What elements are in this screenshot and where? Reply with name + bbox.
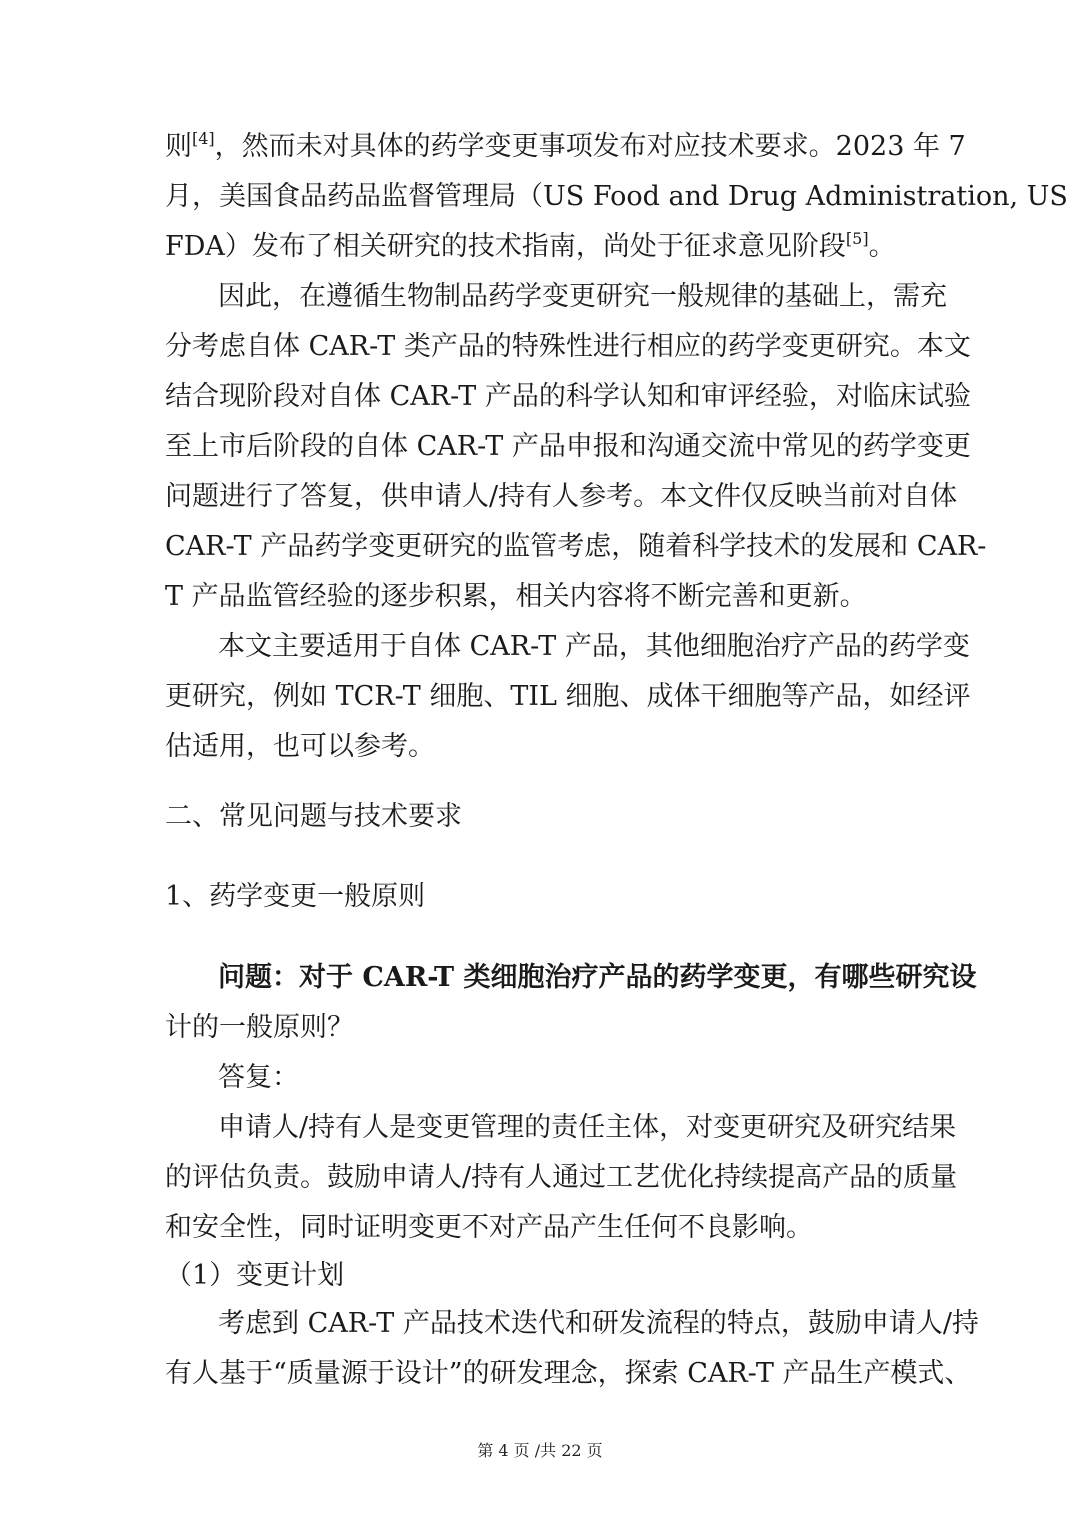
- subsection-heading: 1、药学变更一般原则: [165, 881, 426, 912]
- paragraph-line: 有人基于“质量源于设计”的研发理念，探索 CAR-T 产品生产模式、: [165, 1358, 972, 1389]
- paragraph-line: 分考虑自体 CAR-T 类产品的特殊性进行相应的药学变更研究。本文: [165, 331, 971, 362]
- item-heading: （1）变更计划: [165, 1260, 345, 1291]
- paragraph-line: 申请人/持有人是变更管理的责任主体，对变更研究及研究结果: [218, 1112, 957, 1143]
- paragraph-line: 因此，在遵循生物制品药学变更研究一般规律的基础上，需充: [218, 281, 947, 312]
- paragraph-line: FDA）发布了相关研究的技术指南，尚处于征求意见阶段[5]。: [165, 229, 896, 262]
- paragraph-line: 月，美国食品药品监督管理局（US Food and Drug Administration, US: [165, 181, 1068, 212]
- paragraph-line: 更研究，例如 TCR-T 细胞、TIL 细胞、成体干细胞等产品，如经评: [165, 681, 971, 712]
- question-line: 问题：对于 CAR-T 类细胞治疗产品的药学变更，有哪些研究设: [218, 962, 977, 993]
- paragraph-line: T 产品监管经验的逐步积累，相关内容将不断完善和更新。: [165, 581, 867, 612]
- citation-ref: [4]: [192, 129, 215, 148]
- paragraph-line: 至上市后阶段的自体 CAR-T 产品申报和沟通交流中常见的药学变更: [165, 431, 971, 462]
- paragraph-line: 考虑到 CAR-T 产品技术迭代和研发流程的特点，鼓励申请人/持: [218, 1308, 979, 1339]
- section-heading: 二、常见问题与技术要求: [165, 801, 462, 832]
- paragraph-line: 估适用，也可以参考。: [165, 731, 435, 762]
- page-number: 第 4 页 /共 22 页: [477, 1441, 603, 1460]
- citation-ref: [5]: [845, 229, 869, 248]
- paragraph-line: 的评估负责。鼓励申请人/持有人通过工艺优化持续提高产品的质量: [165, 1162, 958, 1193]
- paragraph-line: 结合现阶段对自体 CAR-T 产品的科学认知和审评经验，对临床试验: [165, 381, 971, 412]
- paragraph-line: CAR-T 产品药学变更研究的监管考虑，随着科学技术的发展和 CAR-: [165, 531, 987, 562]
- paragraph-line: 则[4]，然而未对具体的药学变更事项发布对应技术要求。2023 年 7: [165, 129, 966, 162]
- paragraph-line: 问题进行了答复，供申请人/持有人参考。本文件仅反映当前对自体: [165, 481, 958, 512]
- question-line: 计的一般原则？: [165, 1012, 354, 1043]
- paragraph-line: 和安全性，同时证明变更不对产品产生任何不良影响。: [165, 1212, 813, 1243]
- answer-label: 答复：: [218, 1062, 299, 1093]
- paragraph-line: 本文主要适用于自体 CAR-T 产品，其他细胞治疗产品的药学变: [218, 631, 970, 662]
